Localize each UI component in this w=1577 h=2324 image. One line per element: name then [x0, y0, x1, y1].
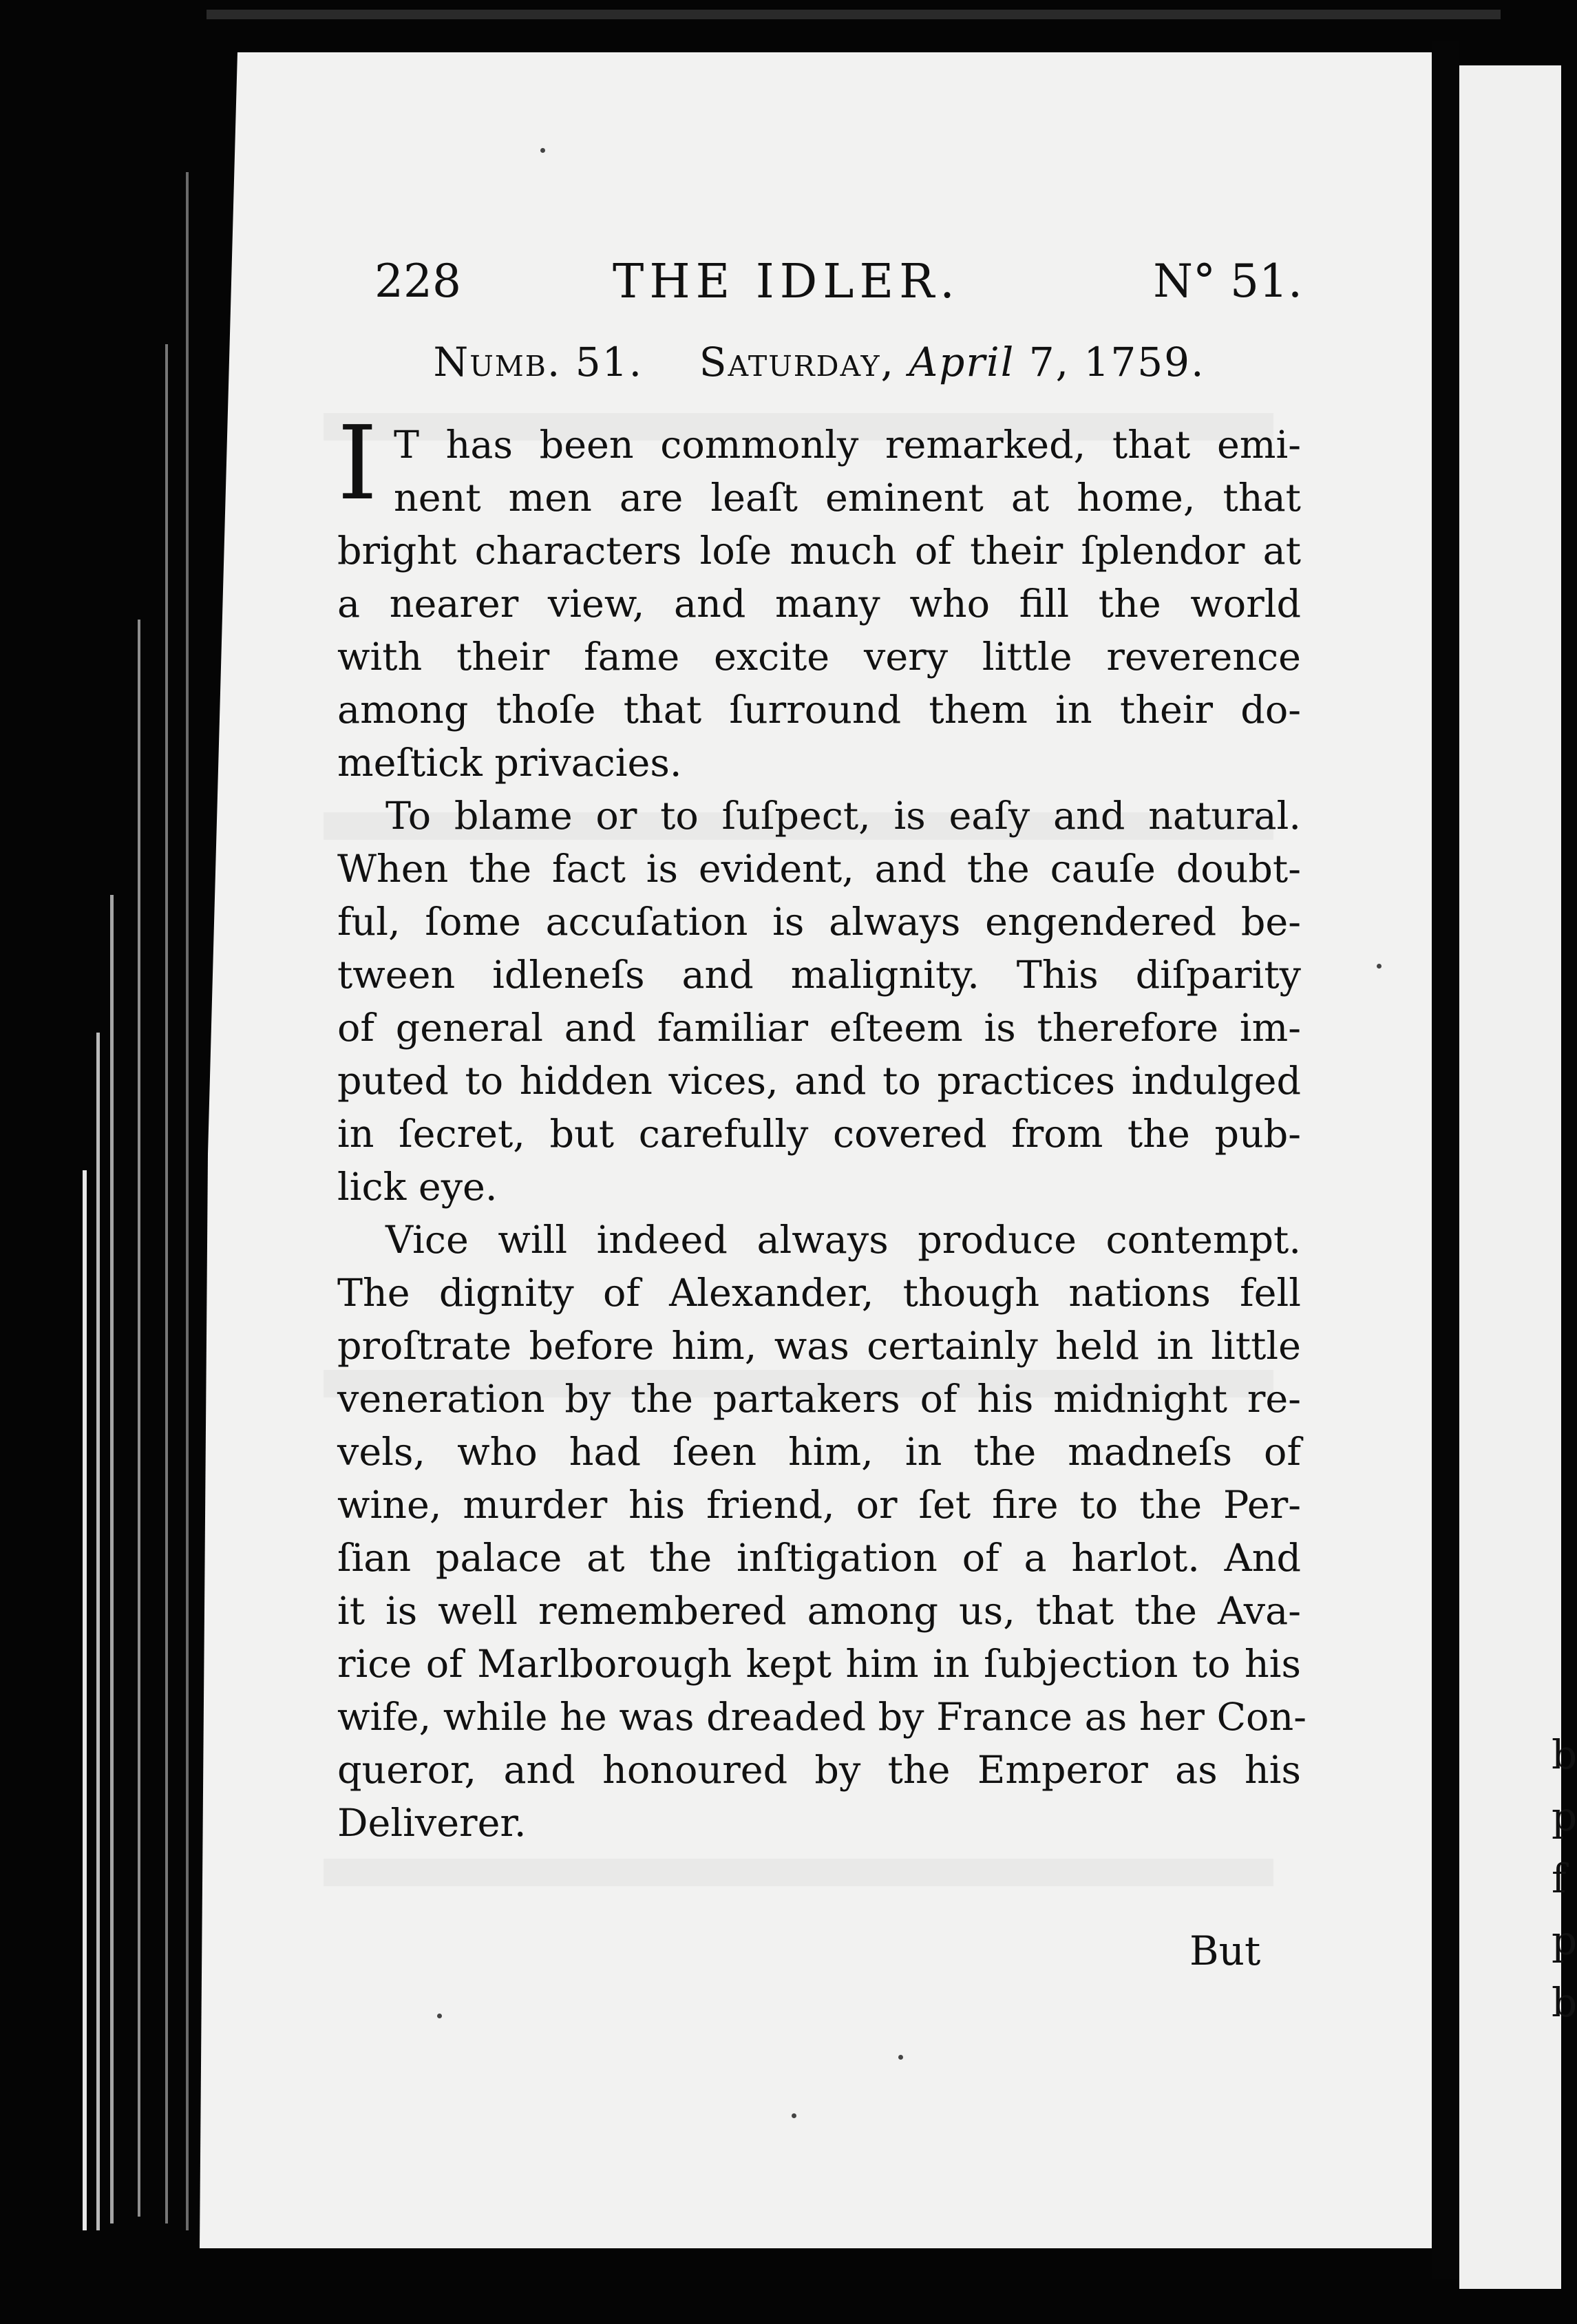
paragraph [337, 1214, 1306, 1850]
dateline-number: Numb. 51. [433, 339, 644, 385]
text-line: puted to hidden vices, and to practices indulged [337, 1059, 1301, 1103]
drop-cap: I [337, 404, 378, 522]
page-edge [83, 1170, 87, 2230]
catchword: But [1189, 1927, 1261, 1974]
scanner-edge-line [207, 10, 1501, 19]
text-line: To blame or to ſuſpect, is eaſy and natural. [385, 794, 1301, 838]
text-line: with their fame excite very little reverence [337, 635, 1301, 679]
book-gutter [1432, 41, 1459, 2279]
ink-speck [540, 148, 545, 153]
running-head [337, 241, 1301, 324]
page-edge [165, 344, 168, 2223]
page-edge [96, 1033, 100, 2230]
dateline [337, 339, 1301, 385]
facing-page-fragment: f [1552, 1855, 1567, 1902]
page-edge [186, 172, 189, 2230]
text-line: ful, ſome accuſation is always engendered be- [337, 900, 1301, 944]
ink-speck [1377, 964, 1382, 969]
essay-body [337, 404, 1306, 1850]
ink-speck [437, 2014, 442, 2018]
text-line: of general and familiar eſteem is therefore im- [337, 1006, 1301, 1050]
text-line: Vice will indeed always produce contempt. [385, 1218, 1301, 1263]
text-line: among thoſe that ſurround them in their do- [337, 688, 1301, 732]
text-line: lick eye. [337, 1165, 498, 1209]
facing-page-fragment: b [1552, 1731, 1577, 1778]
text-line: bright characters loſe much of their ſplendor at [337, 529, 1301, 573]
text-line: in ſecret, but carefully covered from the pub- [337, 1112, 1301, 1156]
paragraph [337, 790, 1301, 1214]
text-line: queror, and honoured by the Emperor as his [337, 1748, 1301, 1793]
facing-page-fragment: p [1552, 1793, 1577, 1840]
dateline-day: Saturday, [699, 339, 895, 385]
text-line: meſtick privacies. [337, 741, 682, 785]
text-line: When the fact is evident, and the cauſe doubt- [337, 847, 1301, 891]
ink-speck [792, 2113, 796, 2118]
facing-page [1459, 65, 1577, 2289]
running-title: THE IDLER. [613, 255, 960, 309]
text-line: tween idleneſs and malignity. This diſparity [337, 953, 1301, 997]
dateline-month: April [909, 339, 1015, 385]
page-number: 228 [374, 255, 461, 308]
text-line: ſian palace at the inſtigation of a harlot. And [337, 1536, 1301, 1581]
text-line: it is well remembered among us, that the Ava- [337, 1589, 1301, 1634]
text-line: The dignity of Alexander, though nations fell [337, 1271, 1301, 1316]
text-line: proſtrate before him, was certainly held in little [337, 1324, 1301, 1369]
text-line: vels, who had ſeen him, in the madneſs of [337, 1430, 1301, 1475]
page-edge [110, 895, 114, 2223]
text-line: a nearer view, and many who fill the world [337, 582, 1301, 626]
page-edge [138, 620, 140, 2217]
text-line: rice of Marlborough kept him in ſubjection to his [337, 1642, 1301, 1687]
facing-page-fragment: b [1552, 1979, 1577, 2026]
text-line: T has been commonly remarked, that emi- [394, 423, 1301, 467]
text-column [337, 241, 1306, 1850]
ink-speck [898, 2055, 903, 2060]
issue-number: N° 51. [1153, 255, 1302, 308]
show-through [324, 1859, 1273, 1886]
paragraph [337, 404, 1301, 790]
text-line: Deliverer. [337, 1801, 527, 1846]
text-line: wine, murder his friend, or ſet fire to the Per- [337, 1483, 1301, 1528]
facing-page-fragment: p [1552, 1917, 1577, 1964]
text-line: wife, while he was dreaded by France as her Con- [337, 1695, 1306, 1740]
text-line: nent men are leaſt eminent at home, that [394, 476, 1301, 520]
text-line: veneration by the partakers of his midnight re- [337, 1377, 1301, 1422]
dateline-date: 7, 1759. [1028, 339, 1205, 385]
